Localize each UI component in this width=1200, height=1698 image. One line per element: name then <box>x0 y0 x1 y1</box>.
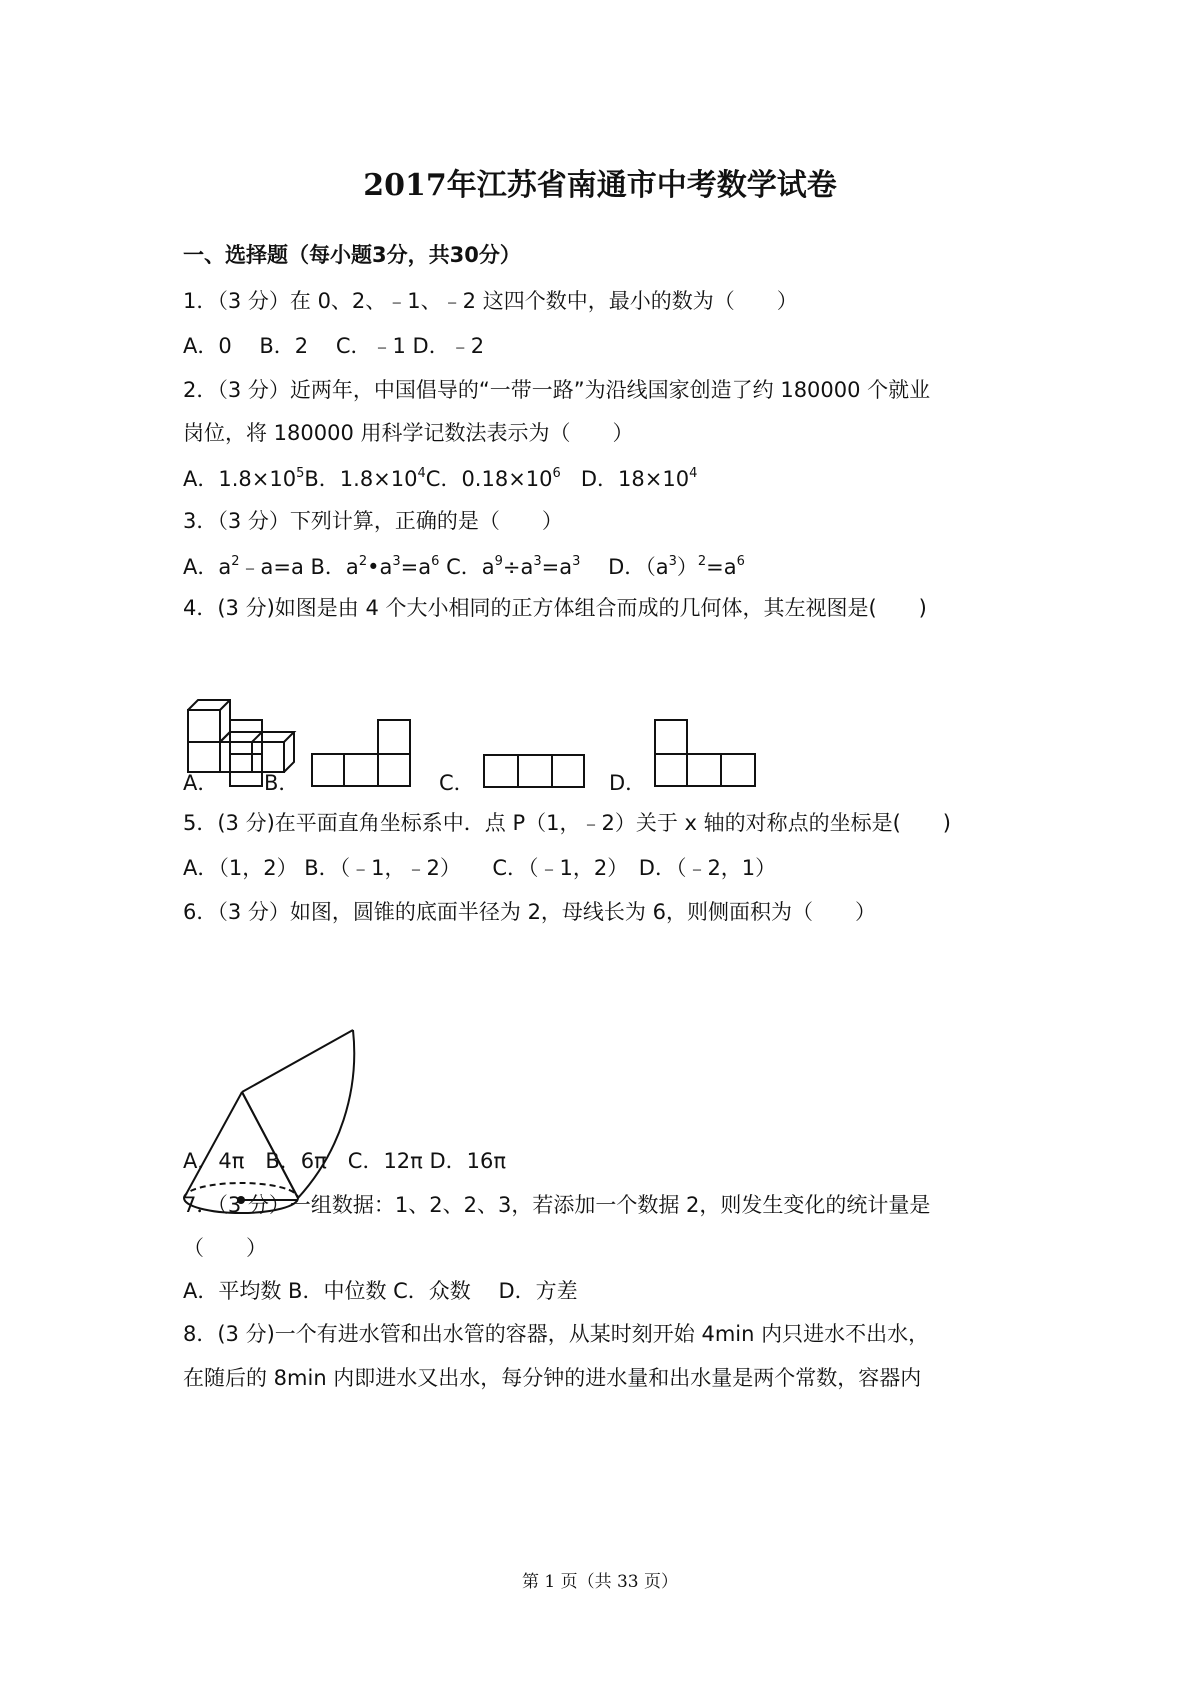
q2-option-c: C．$0.18\times 10^6$ <box>425 466 561 491</box>
q2-option-b: B．$1.8\times 10^4$ <box>304 466 426 491</box>
question-2-stem-line1: 2．（3 分）近两年，中国倡导的“一带一路”为沿线国家创造了约 180000 个就业 <box>183 378 931 402</box>
q4-option-b-figure <box>310 718 414 788</box>
question-6-stem: 6．（3 分）如图，圆锥的底面半径为 2，母线长为 6，则侧面积为（ ） <box>183 900 876 924</box>
question-2-options <box>183 467 697 490</box>
q2-option-a: A．$1.8\times 10^5$ <box>183 466 305 491</box>
question-2-stem-line2: 岗位，将 180000 用科学记数法表示为（ ） <box>183 421 634 445</box>
question-1-stem: 1．（3 分）在 0、2、﹣1、﹣2 这四个数中，最小的数为（ ） <box>183 289 798 313</box>
question-8-stem-line2: 在随后的 8min 内即进水又出水，每分钟的进水量和出水量是两个常数，容器内 <box>183 1366 922 1390</box>
q6-cone-figure <box>180 960 390 1220</box>
question-1-options: A．0 B．2 C．﹣1 D．﹣2 <box>183 334 485 358</box>
q4-option-a-figure <box>228 718 264 788</box>
q4-option-a-label: A． <box>183 771 219 795</box>
question-3-stem: 3．（3 分）下列计算，正确的是（ ） <box>183 509 563 533</box>
section-heading: 一、选择题（每小题3分，共30分） <box>183 243 521 267</box>
q4-option-c-label: C． <box>439 771 475 795</box>
question-4-stem: 4．(3 分)如图是由 4 个大小相同的正方体组合而成的几何体，其左视图是( ) <box>183 596 927 620</box>
page-footer: 第 1 页（共 33 页） <box>521 1572 679 1592</box>
question-8-stem-line1: 8．(3 分)一个有进水管和出水管的容器，从某时刻开始 4min 内只进水不出水， <box>183 1322 930 1346</box>
question-6-options: A．4π B．6π C．12π D．16π <box>183 1149 507 1173</box>
q4-option-d-label: D． <box>609 771 647 795</box>
q2-option-d: D．$18\times 10^4$ <box>580 466 698 491</box>
q4-option-d-figure <box>653 718 759 788</box>
question-5-stem: 5．(3 分)在平面直角坐标系中．点 P（1，﹣2）关于 x 轴的对称点的坐标是( ) <box>183 811 952 835</box>
q4-option-c-figure <box>482 753 588 789</box>
question-7-stem-line1: 7．（3 分）一组数据：1、2、2、3，若添加一个数据 2，则发生变化的统计量是 <box>183 1193 931 1217</box>
question-7-options: A．平均数 B．中位数 C．众数 D．方差 <box>183 1279 578 1303</box>
q4-option-b-label: B． <box>264 771 300 795</box>
page-title: 2017年江苏省南通市中考数学试卷 <box>363 168 837 203</box>
question-5-options: A．（1，2） B．（﹣1，﹣2） C．（﹣1，2） D．（﹣2，1） <box>183 856 777 880</box>
question-7-stem-line2: （ ） <box>183 1236 267 1260</box>
question-3-options: A．$a^2﹣a=a$ B．$a^2•a^3=a^6$ C．$a^9\div a^3=a^3$ D．$(a^3)^2=a^6$ <box>183 554 745 579</box>
